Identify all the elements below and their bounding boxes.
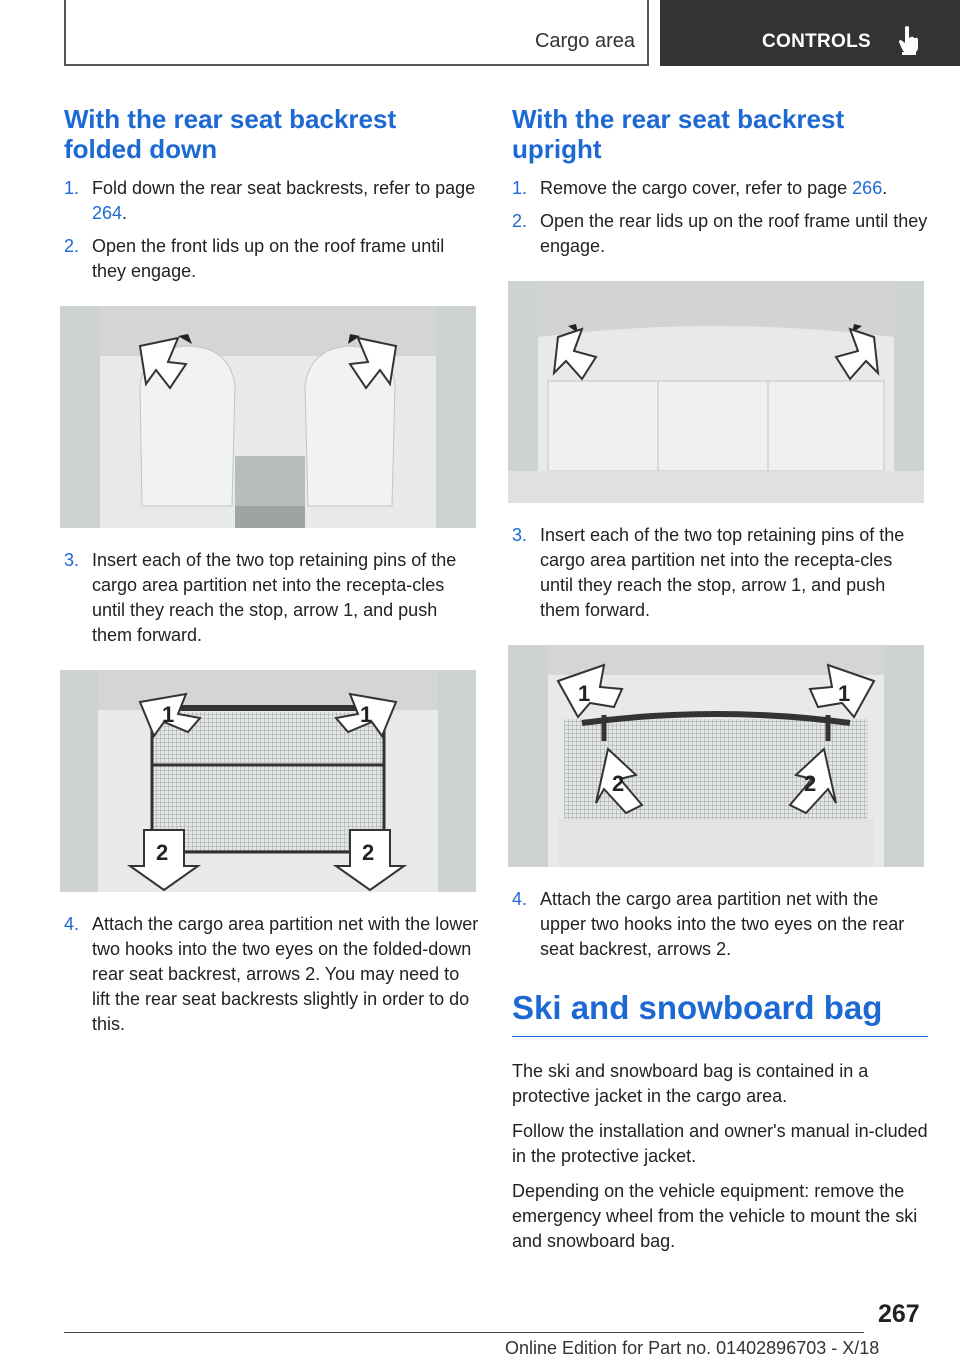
arrow-label-2: 2 [156,840,169,865]
left-step-4: 4. Attach the cargo area partition net with the lower two hooks into the two eyes on the folded-down rear seat backrest, arrows 2. You may need to lift the rear seat backrests slightly in order to do this. [64,914,479,1034]
right-step-3: 3. Insert each of the two top retaining pins of the cargo area partition net into the recepta‐cles until they reach the stop, arrow 1, and push them forward. [512,525,905,620]
left-subheading: With the rear seat backrest folded down [64,104,397,164]
arrow-label-1d: 1 [838,681,851,706]
left-step-3: 3. Insert each of the two top retaining pins of the cargo area partition net into the recepta‐cles until they reach the stop, arrow 1, and push them forward. [64,550,457,645]
page-link-266[interactable]: 266 [852,178,883,198]
arrow-label-1: 1 [162,702,175,727]
ski-bag-heading: Ski and snowboard bag [512,988,928,1037]
page-link-264[interactable]: 264 [92,203,123,223]
header-section-box [64,0,649,66]
ski-bag-paragraph-1: The ski and snowboard bag is contained in a protective jacket in the cargo area. [512,1061,869,1106]
arrow-label-2c: 2 [612,771,625,796]
footer-divider [64,1332,864,1333]
arrow-label-1c: 1 [578,681,591,706]
arrow-label-1b: 1 [360,702,373,727]
left-column [64,104,480,1045]
left-step-1: 1. Fold down the rear seat backrests, refer to page 264. [64,178,476,223]
figure-net-top-pins [60,670,476,892]
figure-front-lids [60,306,476,528]
right-subheading: With the rear seat backrest upright [512,104,845,164]
arrow-label-2b: 2 [362,840,375,865]
chapter-title: CONTROLS [762,31,872,52]
right-step-4: 4. Attach the cargo area partition net with the upper two hooks into the two eyes on the rear seat backrest, arrows 2. [512,889,905,959]
footer-edition: Online Edition for Part no. 01402896703 - X/18 [505,1338,880,1358]
right-step-2: 2. Open the rear lids up on the roof frame until they engage. [512,211,928,256]
page-number: 267 [878,1300,920,1328]
ski-bag-paragraph-3: Depending on the vehicle equipment: remove the emergency wheel from the vehicle to mount the ski and snowboard bag. [512,1181,918,1251]
figure-rear-lids [508,281,924,503]
section-title: Cargo area [534,30,635,52]
figure-net-upright [508,645,924,867]
arrow-label-2d: 2 [804,771,817,796]
right-step-1: 1. Remove the cargo cover, refer to page 266. [512,178,888,198]
ski-bag-paragraph-2: Follow the installation and owner's manual in‐cluded in the protective jacket. [512,1121,928,1166]
header-chapter-box [660,0,960,66]
right-column [512,104,928,1254]
left-step-2: 2. Open the front lids up on the roof frame until they engage. [64,236,445,281]
hand-pointer-icon [898,25,920,55]
